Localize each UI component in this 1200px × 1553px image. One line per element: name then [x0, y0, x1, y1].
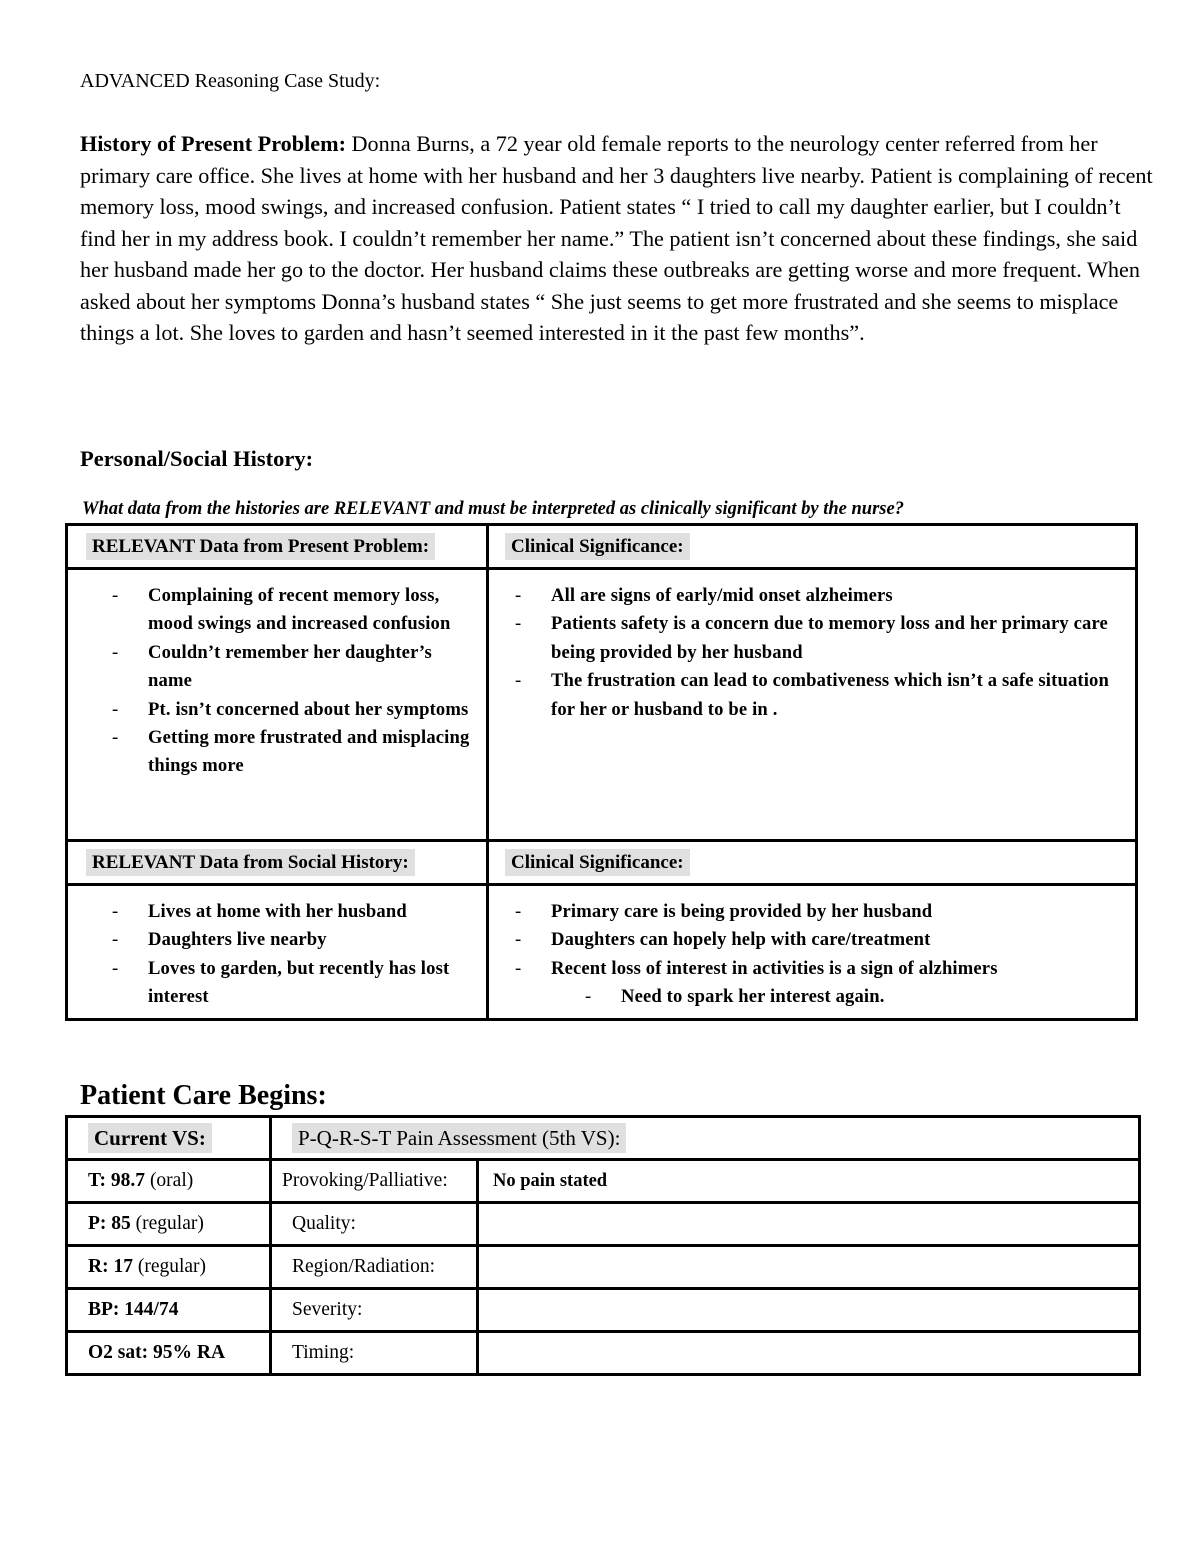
social-history-data-cell: [67, 885, 488, 1020]
pain-label-cell: [271, 1332, 478, 1375]
present-problem-header-cell: [67, 525, 488, 569]
pain-assessment-header: P-Q-R-S-T Pain Assessment (5th VS):: [292, 1123, 626, 1153]
list-item: - Complaining of recent memory loss, mood swings and increased confusion: [112, 582, 480, 639]
social-history-header: RELEVANT Data from Social History:: [86, 849, 415, 876]
patient-care-heading: Patient Care Begins:: [80, 1080, 327, 1111]
list-item: - Getting more frustrated and misplacing things more: [112, 724, 480, 781]
pain-value-cell: [478, 1289, 1140, 1332]
vs-o2-sat-cell: [67, 1332, 271, 1375]
social-significance-list: [489, 886, 1135, 1018]
list-sub-item: - Need to spark her interest again.: [585, 983, 1129, 1011]
present-problem-header: RELEVANT Data from Present Problem:: [86, 533, 435, 560]
hpp-label: History of Present Problem:: [80, 131, 346, 156]
list-item: - The frustration can lead to combativeness which isn’t a safe situation for her or husband to be in .: [515, 667, 1129, 724]
vs-blood-pressure-cell: [67, 1289, 271, 1332]
clinical-significance-header-cell-1: [488, 525, 1137, 569]
pain-label: Timing:: [292, 1342, 355, 1363]
vs-respiration-cell: [67, 1246, 271, 1289]
history-present-problem: [80, 128, 1160, 349]
present-problem-data-cell: [67, 569, 488, 841]
vs-note: (regular): [132, 1256, 207, 1277]
list-item: - All are signs of early/mid onset alzheimers: [515, 582, 1129, 610]
pain-value-cell: [478, 1246, 1140, 1289]
vs-note: (regular): [130, 1213, 204, 1234]
clinical-significance-header-2: Clinical Significance:: [505, 849, 690, 876]
list-item: - Patients safety is a concern due to memory loss and her primary care being provided by her husband: [515, 610, 1129, 667]
list-item: - Primary care is being provided by her husband: [515, 898, 1129, 926]
pain-label-cell: [271, 1203, 478, 1246]
document-title: ADVANCED Reasoning Case Study:: [80, 70, 381, 92]
social-history-list: [68, 886, 486, 1018]
list-item: - Daughters live nearby: [112, 926, 480, 954]
social-history-header-cell: [67, 841, 488, 885]
current-vs-header-cell: [67, 1117, 271, 1160]
social-significance-cell: [488, 885, 1137, 1020]
pain-label-cell: [271, 1289, 478, 1332]
present-significance-list: [489, 570, 1135, 730]
pain-label: Region/Radiation:: [292, 1256, 435, 1277]
vs-value: O2 sat: 95% RA: [88, 1342, 226, 1363]
list-item: - Pt. isn’t concerned about her symptoms: [112, 696, 480, 724]
pain-label-cell: [271, 1246, 478, 1289]
pain-assessment-header-cell: [271, 1117, 1140, 1160]
hpp-text: Donna Burns, a 72 year old female reports to the neurology center referred from her primary care office. She lives at home with her husband and her 3 daughters live nearby. Patient is complaining of recent memory loss, mood swings, and increased confusion. Patient states “ I tried to call my daughter earlier, but I couldn’t find her in my address book. I couldn’t remember her name.” The patient isn’t concerned about these findings, she said her husband made her go to the doctor. Her husband claims these outbreaks are getting worse and more frequent. When asked about her symptoms Donna’s husband states “ She just seems to get more frustrated and she seems to misplace things a lot. She loves to garden and hasn’t seemed interested in it the past few months”.: [80, 131, 1153, 345]
pain-label-cell: [271, 1160, 478, 1203]
vital-signs-table: [65, 1115, 1141, 1376]
vs-note: (oral): [145, 1170, 194, 1191]
vs-value: BP: 144/74: [88, 1299, 179, 1320]
pain-label: Quality:: [292, 1213, 356, 1234]
current-vs-header: Current VS:: [88, 1123, 212, 1153]
personal-social-history-heading: Personal/Social History:: [80, 446, 314, 471]
list-item: - Daughters can hopely help with care/treatment: [515, 926, 1129, 954]
list-item: - Lives at home with her husband: [112, 898, 480, 926]
vs-temperature-cell: [67, 1160, 271, 1203]
pain-value-cell: [478, 1160, 1140, 1203]
pain-value-cell: [478, 1332, 1140, 1375]
vs-value: P: 85: [88, 1213, 131, 1234]
vs-value: R: 17: [88, 1256, 133, 1277]
present-significance-cell: [488, 569, 1137, 841]
pain-value-cell: [478, 1203, 1140, 1246]
pain-label: Severity:: [292, 1299, 363, 1320]
list-item: - Recent loss of interest in activities is a sign of alzhimers: [515, 955, 1129, 983]
pain-label: Provoking/Palliative:: [282, 1170, 448, 1191]
vs-pulse-cell: [67, 1203, 271, 1246]
relevant-data-table: [65, 523, 1138, 1021]
relevance-question: What data from the histories are RELEVANT and must be interpreted as clinically significant by the nurse?: [82, 499, 904, 519]
list-item: - Couldn’t remember her daughter’s name: [112, 639, 480, 696]
pain-value: No pain stated: [493, 1170, 608, 1191]
list-item: - Loves to garden, but recently has lost interest: [112, 955, 480, 1012]
clinical-significance-header-cell-2: [488, 841, 1137, 885]
clinical-significance-header-1: Clinical Significance:: [505, 533, 690, 560]
present-problem-list: [68, 570, 486, 787]
vs-value: T: 98.7: [88, 1170, 146, 1191]
